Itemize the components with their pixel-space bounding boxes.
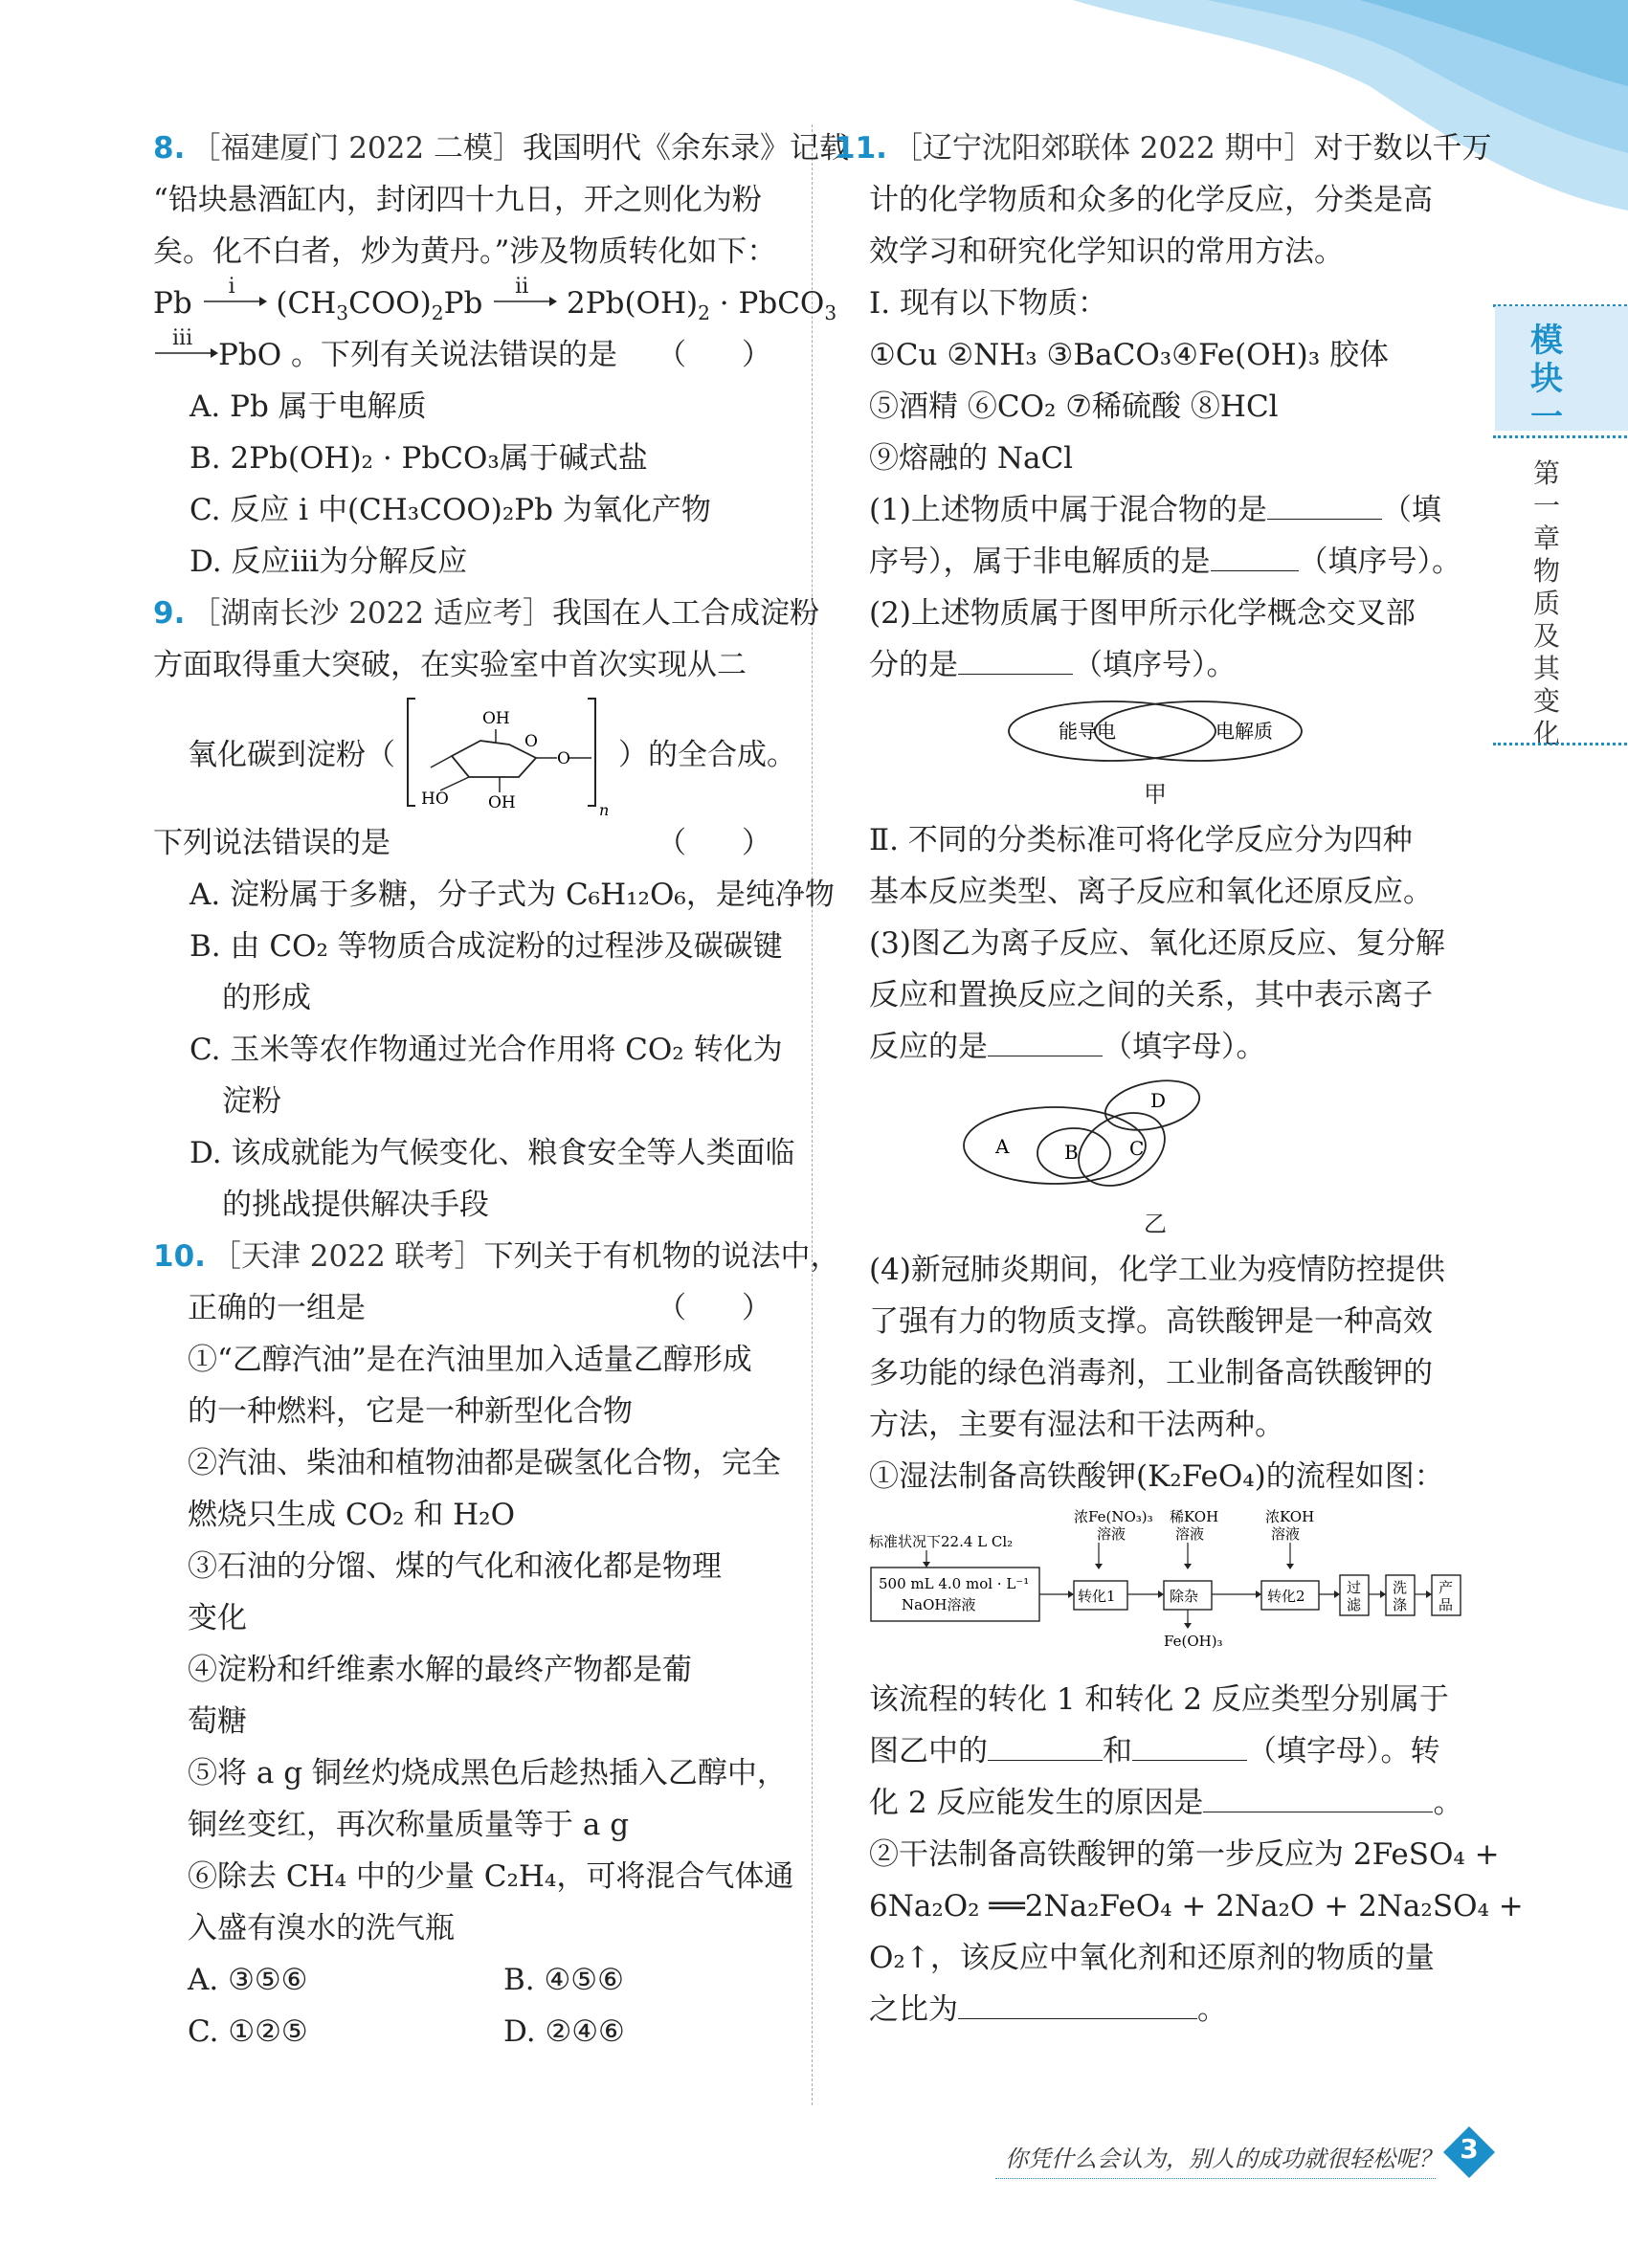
sidebar-mid-rule xyxy=(1493,435,1627,438)
question-source: ［湖南长沙 2022 适应考］ xyxy=(190,596,552,631)
statement-4-cont: 萄糖 xyxy=(188,1704,247,1739)
flow-label: 滤 xyxy=(1347,1596,1362,1613)
option-b: B. ④⑤⑥ xyxy=(503,1963,624,1997)
answer-paren: （ ） xyxy=(657,1291,794,1325)
option-c: C. 反应 ⅰ 中(CH₃COO)₂Pb 为氧化产物 xyxy=(190,493,711,527)
question-text: 多功能的绿色消毒剂，工业制备高铁酸钾的 xyxy=(869,1356,1433,1390)
flow-label: 涤 xyxy=(1393,1596,1408,1613)
sub-question-1: (1)上述物质中属于混合物的是 xyxy=(869,493,1267,527)
question-text: 反应和置换反应之间的关系，其中表示离子 xyxy=(869,978,1433,1012)
question-text: 计的化学物质和众多的化学反应，分类是高 xyxy=(869,183,1433,217)
statement-1-cont: 的一种燃料，它是一种新型化合物 xyxy=(188,1394,633,1429)
answer-paren: （ ） xyxy=(657,338,794,372)
reaction-equation-cont xyxy=(153,326,794,381)
statement-1: ①“乙醇汽油”是在汽油里加入适量乙醇形成 xyxy=(188,1343,752,1377)
flowchart-diagram xyxy=(869,1508,1482,1652)
reaction-arrow xyxy=(492,275,557,313)
answer-paren: （ ） xyxy=(657,826,794,860)
struct-label: O xyxy=(524,732,538,751)
question-text: （填字母）。 xyxy=(1103,1030,1266,1064)
question-11 xyxy=(835,122,1524,2035)
statement-5: ⑤将 a g 铜丝灼烧成黑色后趁热插入乙醇中， xyxy=(188,1756,787,1790)
question-source: ［福建厦门 2022 二模］ xyxy=(190,131,523,166)
material-list: ⑤酒精 ⑥CO₂ ⑦稀硫酸 ⑧HCl xyxy=(869,389,1279,424)
question-text: 。 xyxy=(1197,1992,1227,2027)
statement-6: ⑥除去 CH₄ 中的少量 C₂H₄，可将混合气体通 xyxy=(188,1859,794,1894)
option-a: A. 淀粉属于多糖，分子式为 C₆H₁₂O₆，是纯净物 xyxy=(190,878,835,912)
question-text: ①湿法制备高铁酸钾(K₂FeO₄)的流程如图： xyxy=(869,1459,1444,1494)
flow-label: 溶液 xyxy=(1271,1525,1301,1543)
struct-subscript: n xyxy=(599,801,610,817)
flow-label: 过 xyxy=(1347,1579,1362,1596)
left-column xyxy=(153,122,849,2057)
option-a: A. Pb 属于电解质 xyxy=(190,389,427,424)
question-text: PbO 。下列有关说法错误的是 xyxy=(218,338,617,372)
question-text: （填字母）。转 xyxy=(1247,1734,1440,1768)
question-text: 方面取得重大突破，在实验室中首次实现从二 xyxy=(153,648,747,682)
question-source: ［辽宁沈阳郊联体 2022 期中］ xyxy=(892,131,1314,166)
question-text: 。 xyxy=(1433,1786,1463,1820)
statement-3: ③石油的分馏、煤的气化和液化都是物理 xyxy=(188,1549,722,1584)
option-d: D. 反应ⅲ为分解反应 xyxy=(190,545,468,579)
option-d: D. 该成就能为气候变化、粮食安全等人类面临 xyxy=(190,1136,795,1170)
arrow-label: iii xyxy=(172,326,193,350)
column-divider xyxy=(812,124,813,2105)
question-text: （填 xyxy=(1381,493,1441,527)
option-b-cont: 的形成 xyxy=(222,981,311,1015)
option-c: C. ①②⑤ xyxy=(188,2014,308,2049)
question-text: 反应的是 xyxy=(869,1030,988,1064)
flow-label: 浓KOH xyxy=(1265,1508,1315,1525)
struct-label: OH xyxy=(482,709,510,728)
formula: Pb xyxy=(153,286,192,321)
answer-blank[interactable] xyxy=(1267,490,1382,520)
question-text: 该流程的转化 1 和转化 2 反应类型分别属于 xyxy=(869,1682,1449,1717)
answer-blank[interactable] xyxy=(988,1027,1103,1056)
starch-structure xyxy=(404,691,614,817)
flow-label: NaOH溶液 xyxy=(902,1596,976,1613)
part-2-heading: Ⅱ. 不同的分类标准可将化学反应分为四种 xyxy=(869,823,1413,857)
question-text: 基本反应类型、离子反应和氧化还原反应。 xyxy=(869,875,1433,909)
flow-label: 产 xyxy=(1438,1579,1454,1596)
option-b: B. 由 CO₂ 等物质合成淀粉的过程涉及碳碳键 xyxy=(190,929,783,964)
answer-blank[interactable] xyxy=(1211,542,1299,571)
struct-label: O xyxy=(557,749,570,768)
formula: COO) xyxy=(348,286,432,321)
statement-2-cont: 燃烧只生成 CO₂ 和 H₂O xyxy=(188,1498,515,1532)
statement-3-cont: 变化 xyxy=(188,1601,247,1635)
flow-label: 品 xyxy=(1438,1596,1454,1613)
question-text: 我国明代《余东录》记载 xyxy=(522,131,849,166)
statement-5-cont: 铜丝变红，再次称量质量等于 a g xyxy=(188,1808,630,1842)
arrow-label: i xyxy=(228,275,235,299)
question-text: 方法，主要有湿法和干法两种。 xyxy=(869,1408,1284,1442)
statement-6-cont: 入盛有溴水的洗气瓶 xyxy=(188,1911,455,1946)
flowchart xyxy=(835,1508,1476,1668)
answer-blank[interactable] xyxy=(1203,1783,1433,1812)
figure-caption: 甲 xyxy=(1144,781,1167,808)
flow-label: 浓Fe(NO₃)₃ xyxy=(1074,1508,1153,1525)
answer-blank[interactable] xyxy=(1132,1731,1247,1761)
question-text: 序号），属于非电解质的是 xyxy=(869,545,1211,579)
footer-motto: 你凭什么会认为，别人的成功就很轻松呢？ xyxy=(1005,2146,1441,2172)
reaction-arrow xyxy=(153,326,218,365)
sidebar-bottom-rule xyxy=(1493,743,1627,745)
option-d-cont: 的挑战提供解决手段 xyxy=(222,1188,489,1222)
formula: Pb xyxy=(443,286,483,321)
flow-label: 洗 xyxy=(1393,1579,1408,1596)
figure-yi xyxy=(835,1078,1476,1238)
flow-label: 溶液 xyxy=(1175,1525,1205,1543)
venn-label: A xyxy=(995,1135,1010,1158)
answer-blank[interactable] xyxy=(988,1731,1103,1761)
material-list: ⑨熔融的 NaCl xyxy=(869,441,1074,476)
reaction-arrow xyxy=(202,275,267,313)
question-text: O₂↑，该反应中氧化剂和还原剂的物质的量 xyxy=(869,1941,1435,1975)
option-b: B. 2Pb(OH)₂ · PbCO₃属于碱式盐 xyxy=(190,441,648,476)
option-c-cont: 淀粉 xyxy=(222,1084,281,1119)
sub-question-3: (3)图乙为离子反应、氧化还原反应、复分解 xyxy=(869,926,1445,961)
venn-label: B xyxy=(1064,1141,1079,1164)
flow-label: 除杂 xyxy=(1170,1588,1199,1605)
flow-label: 标准状况下22.4 L Cl₂ xyxy=(869,1533,1014,1550)
flow-label: 500 mL 4.0 mol · L⁻¹ xyxy=(879,1575,1030,1592)
statement-2: ②汽油、柴油和植物油都是碳氢化合物，完全 xyxy=(188,1446,781,1480)
question-text: 氧化碳到淀粉（ xyxy=(188,738,395,772)
question-number: 11. xyxy=(835,131,887,166)
sub-question-2: (2)上述物质属于图甲所示化学概念交叉部 xyxy=(869,596,1416,631)
sub-question-4: (4)新冠肺炎期间，化学工业为疫情防控提供 xyxy=(869,1253,1445,1287)
venn-jia xyxy=(835,697,1476,764)
arrow-label: ii xyxy=(515,275,529,299)
question-10 xyxy=(153,1231,840,2057)
option-a: A. ③⑤⑥ xyxy=(188,1963,308,1997)
question-number: 8. xyxy=(153,131,186,166)
formula: (CH xyxy=(276,286,337,321)
venn-yi xyxy=(835,1078,1476,1193)
question-text: 我国在人工合成淀粉 xyxy=(551,596,819,631)
options-row-2 xyxy=(153,2006,794,2057)
question-text: 化 2 反应能发生的原因是 xyxy=(869,1786,1204,1820)
flow-label: 溶液 xyxy=(1097,1525,1126,1543)
question-8 xyxy=(153,122,849,588)
question-text: 正确的一组是 xyxy=(188,1291,366,1325)
option-c: C. 玉米等农作物通过光合作用将 CO₂ 转化为 xyxy=(190,1033,783,1067)
page-number: 3 xyxy=(1460,2133,1479,2165)
figure-jia xyxy=(835,697,1476,809)
question-text: 之比为 xyxy=(869,1992,958,2027)
formula: 2Pb(OH) xyxy=(567,286,699,321)
formula: · PbCO xyxy=(719,286,825,321)
flow-label: 转化1 xyxy=(1078,1588,1116,1605)
question-number: 9. xyxy=(153,596,186,631)
question-text: 下列说法错误的是 xyxy=(153,826,390,860)
answer-blank[interactable] xyxy=(958,645,1073,675)
sidebar-chapter-label: 第一章 物质及其变化 xyxy=(1532,457,1560,749)
flow-label: 转化2 xyxy=(1267,1588,1305,1605)
question-source: ［天津 2022 联考］ xyxy=(211,1239,484,1274)
question-number: 10. xyxy=(153,1239,206,1274)
starch-line xyxy=(153,691,794,817)
question-text: 分的是 xyxy=(869,648,958,682)
option-d: D. ②④⑥ xyxy=(503,2014,625,2049)
right-column xyxy=(835,122,1524,2035)
question-text: 下列关于有机物的说法中， xyxy=(483,1239,840,1274)
statement-4: ④淀粉和纤维素水解的最终产物都是葡 xyxy=(188,1653,692,1687)
venn-label: D xyxy=(1150,1089,1167,1112)
question-text: ②干法制备高铁酸钾的第一步反应为 2FeSO₄ + xyxy=(869,1837,1500,1872)
question-9 xyxy=(153,588,835,1231)
question-text: 和 xyxy=(1103,1734,1132,1768)
reaction-equation: 6Na₂O₂ ══2Na₂FeO₄ + 2Na₂O + 2Na₂SO₄ + xyxy=(869,1889,1524,1923)
question-text: （填序号）。 xyxy=(1298,545,1461,579)
part-1-heading: Ⅰ. 现有以下物质： xyxy=(869,286,1107,321)
footer-rule xyxy=(995,2178,1436,2179)
question-text: 矣。化不白者，炒为黄丹。”涉及物质转化如下： xyxy=(153,234,777,269)
question-text: ）的全合成。 xyxy=(618,738,796,772)
sidebar-module-label: 模块一 xyxy=(1530,322,1563,436)
options-row-1 xyxy=(153,1954,794,2006)
question-text: 对于数以千万 xyxy=(1313,131,1492,166)
flow-label: Fe(OH)₃ xyxy=(1164,1633,1223,1650)
question-text: “铅块悬酒缸内，封闭四十九日，开之则化为粉 xyxy=(153,183,762,217)
venn-label: C xyxy=(1129,1137,1145,1160)
venn-label: 能导电 xyxy=(1059,720,1116,743)
struct-label: HO xyxy=(421,789,449,809)
figure-caption: 乙 xyxy=(1144,1211,1167,1237)
question-text: 图乙中的 xyxy=(869,1734,988,1768)
reaction-equation: Pb i $(CH_3COO)_2Pb$ ii $2Pb(OH)_2$ · PbCO$_3$ xyxy=(153,278,794,329)
question-text: 了强有力的物质支撑。高铁酸钾是一种高效 xyxy=(869,1304,1433,1339)
answer-blank[interactable] xyxy=(958,1990,1197,2019)
question-text: （填序号）。 xyxy=(1073,648,1237,682)
material-list: ①Cu ②NH₃ ③BaCO₃④Fe(OH)₃ 胶体 xyxy=(869,338,1390,372)
struct-label: OH xyxy=(488,793,516,812)
venn-label: 电解质 xyxy=(1215,720,1273,743)
flow-label: 稀KOH xyxy=(1170,1508,1219,1525)
question-text: 效学习和研究化学知识的常用方法。 xyxy=(869,234,1344,269)
